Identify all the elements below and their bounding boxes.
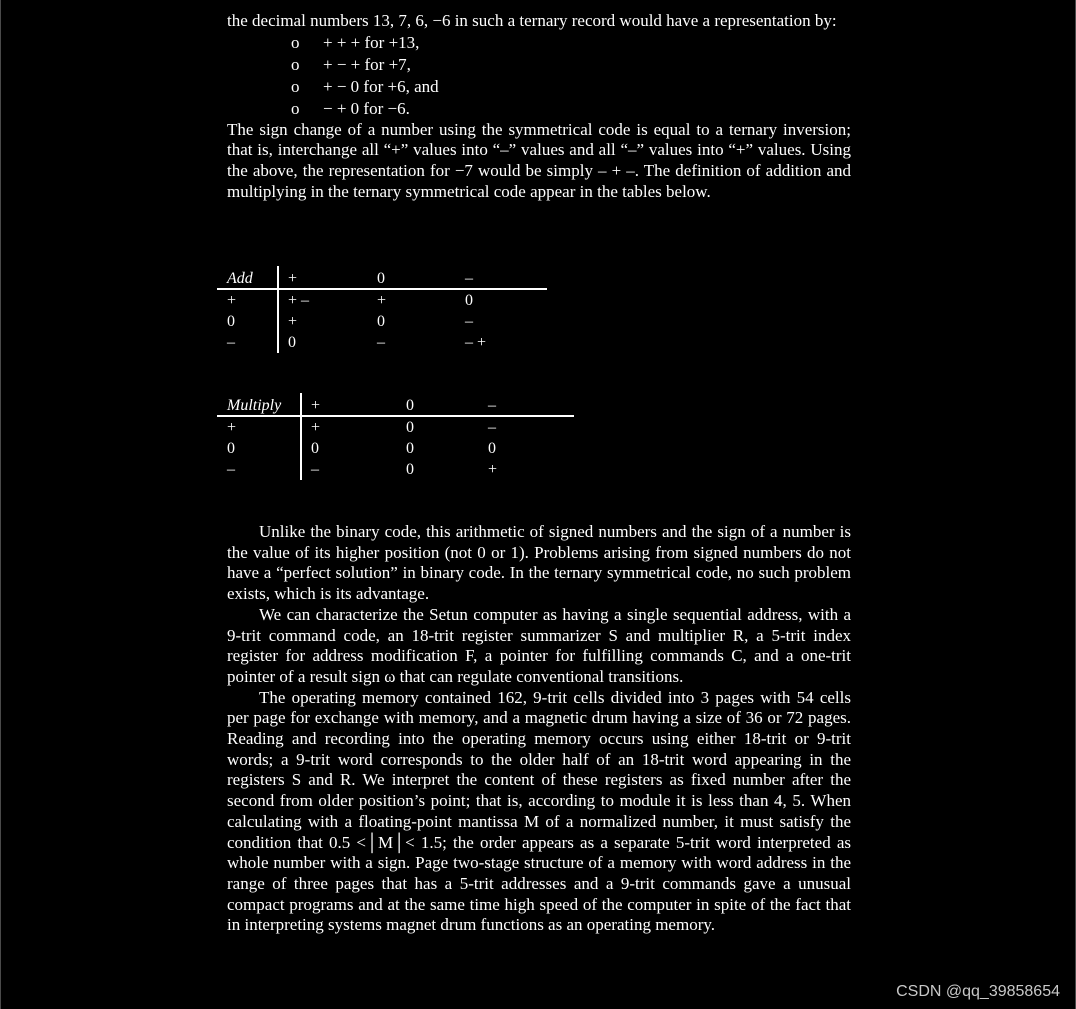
- add-table-row-label: –: [227, 334, 235, 351]
- body-paragraph: Unlike the binary code, this arithmetic of signed numbers and the sign of a number is the value of its higher position (not 0 or 1). Problems arising from signed numbers do not have a “perfect solution” in binary code. In the ternary symmetrical code, no such problem exists, which is its advantage.: [227, 522, 851, 604]
- add-table-cell: – +: [465, 334, 487, 351]
- multiply-table-col-header: 0: [406, 397, 414, 414]
- body-paragraph: The operating memory contained 162, 9-trit cells divided into 3 pages with 54 cells per page for exchange with memory, and a magnetic drum having a size of 36 or 72 pages. Reading and recording into the operating memory occurs using either 18-trit or 9-trit words; a 9-trit word corresponds to the older half of an 18-trit word appearing in the registers S and R. We interpret the content of these registers as fixed number after the second from older position’s point; that is, according to module it is less than 4, 5. When calculating with a floating-point mantissa M of a normalized number, it must satisfy the condition that 0.5 <│M│< 1.5; the order appears as a separate 5-trit word interpreted as whole number with a sign. Page two-stage structure of a memory with word address in the range of three pages that has a 5-trit addresses and a 9-trit commands gave a unusual compact programs and at the same time high speed of the computer in spite of the fact that in interpreting systems magnet drum functions as an operating memory.: [227, 687, 851, 935]
- multiply-table-label-rule: [300, 393, 302, 480]
- add-table-cell: –: [377, 334, 385, 351]
- representation-list: [227, 32, 851, 120]
- multiply-table-row-label: –: [227, 461, 235, 478]
- add-table-cell: 0: [465, 292, 473, 309]
- list-item-text: + + + for +13,: [323, 32, 420, 52]
- add-table-label-rule: [277, 266, 279, 353]
- list-item: [227, 54, 851, 76]
- bullet-icon: o: [291, 54, 300, 74]
- list-item-text: − + 0 for −6.: [323, 98, 410, 118]
- add-table-cell: 0: [288, 334, 296, 351]
- list-item: [227, 98, 851, 120]
- add-table-col-header: 0: [377, 270, 385, 287]
- document-page-top: [227, 11, 851, 203]
- multiply-table-cell: –: [311, 461, 319, 478]
- multiply-table-cell: 0: [406, 440, 414, 457]
- add-table-cell: + –: [288, 292, 310, 309]
- add-table-col-header: –: [465, 270, 473, 287]
- multiply-table-cell: 0: [488, 440, 496, 457]
- sign-change-paragraph: The sign change of a number using the symmetrical code is equal to a ternary inversion; that is, interchange all “+” values into “–” values and all “–” values into “+” values. Using the above, the representation for −7 would be simply – + –. The definition of addition and multiplying in the ternary symmetrical code appear in the tables below.: [227, 119, 851, 201]
- add-table-cell: +: [288, 313, 298, 330]
- watermark: CSDN @qq_39858654: [896, 983, 1060, 1000]
- add-table-cell: –: [465, 313, 473, 330]
- multiply-table-header-rule: [217, 415, 574, 417]
- add-table-corner: Add: [227, 270, 253, 287]
- list-item: [227, 32, 851, 54]
- bullet-icon: o: [291, 76, 300, 96]
- multiply-table-col-header: –: [488, 397, 496, 414]
- multiply-table: [217, 393, 574, 481]
- bullet-icon: o: [291, 98, 300, 118]
- add-table-col-header: +: [288, 270, 298, 287]
- multiply-table-cell: +: [488, 461, 498, 478]
- add-table-cell: 0: [377, 313, 385, 330]
- add-table-cell: +: [377, 292, 387, 309]
- intro-line: the decimal numbers 13, 7, 6, −6 in such a ternary record would have a representation by:: [227, 11, 837, 30]
- body-paragraph: We can characterize the Setun computer as having a single sequential address, with a 9-trit command code, an 18-trit register summarizer S and multiplier R, a 5-trit index register for address modification F, a pointer for fulfilling commands C, and a one-trit pointer of a result sign ω that can regulate conventional transitions.: [227, 604, 851, 686]
- multiply-table-row-label: +: [227, 419, 237, 436]
- multiply-table-cell: +: [311, 419, 321, 436]
- add-table-row-label: +: [227, 292, 237, 309]
- multiply-table-row-label: 0: [227, 440, 235, 457]
- viewer-left-edge: [0, 0, 1, 1009]
- multiply-table-cell: –: [488, 419, 496, 436]
- multiply-table-col-header: +: [311, 397, 321, 414]
- bullet-icon: o: [291, 32, 300, 52]
- multiply-table-cell: 0: [311, 440, 319, 457]
- multiply-table-cell: 0: [406, 419, 414, 436]
- multiply-table-cell: 0: [406, 461, 414, 478]
- list-item-text: + − + for +7,: [323, 54, 411, 74]
- document-page-bottom: [227, 522, 851, 936]
- list-item: [227, 76, 851, 98]
- multiply-table-corner: Multiply: [227, 397, 282, 414]
- list-item-text: + − 0 for +6, and: [323, 76, 439, 96]
- add-table-row-label: 0: [227, 313, 235, 330]
- add-table: [217, 266, 547, 354]
